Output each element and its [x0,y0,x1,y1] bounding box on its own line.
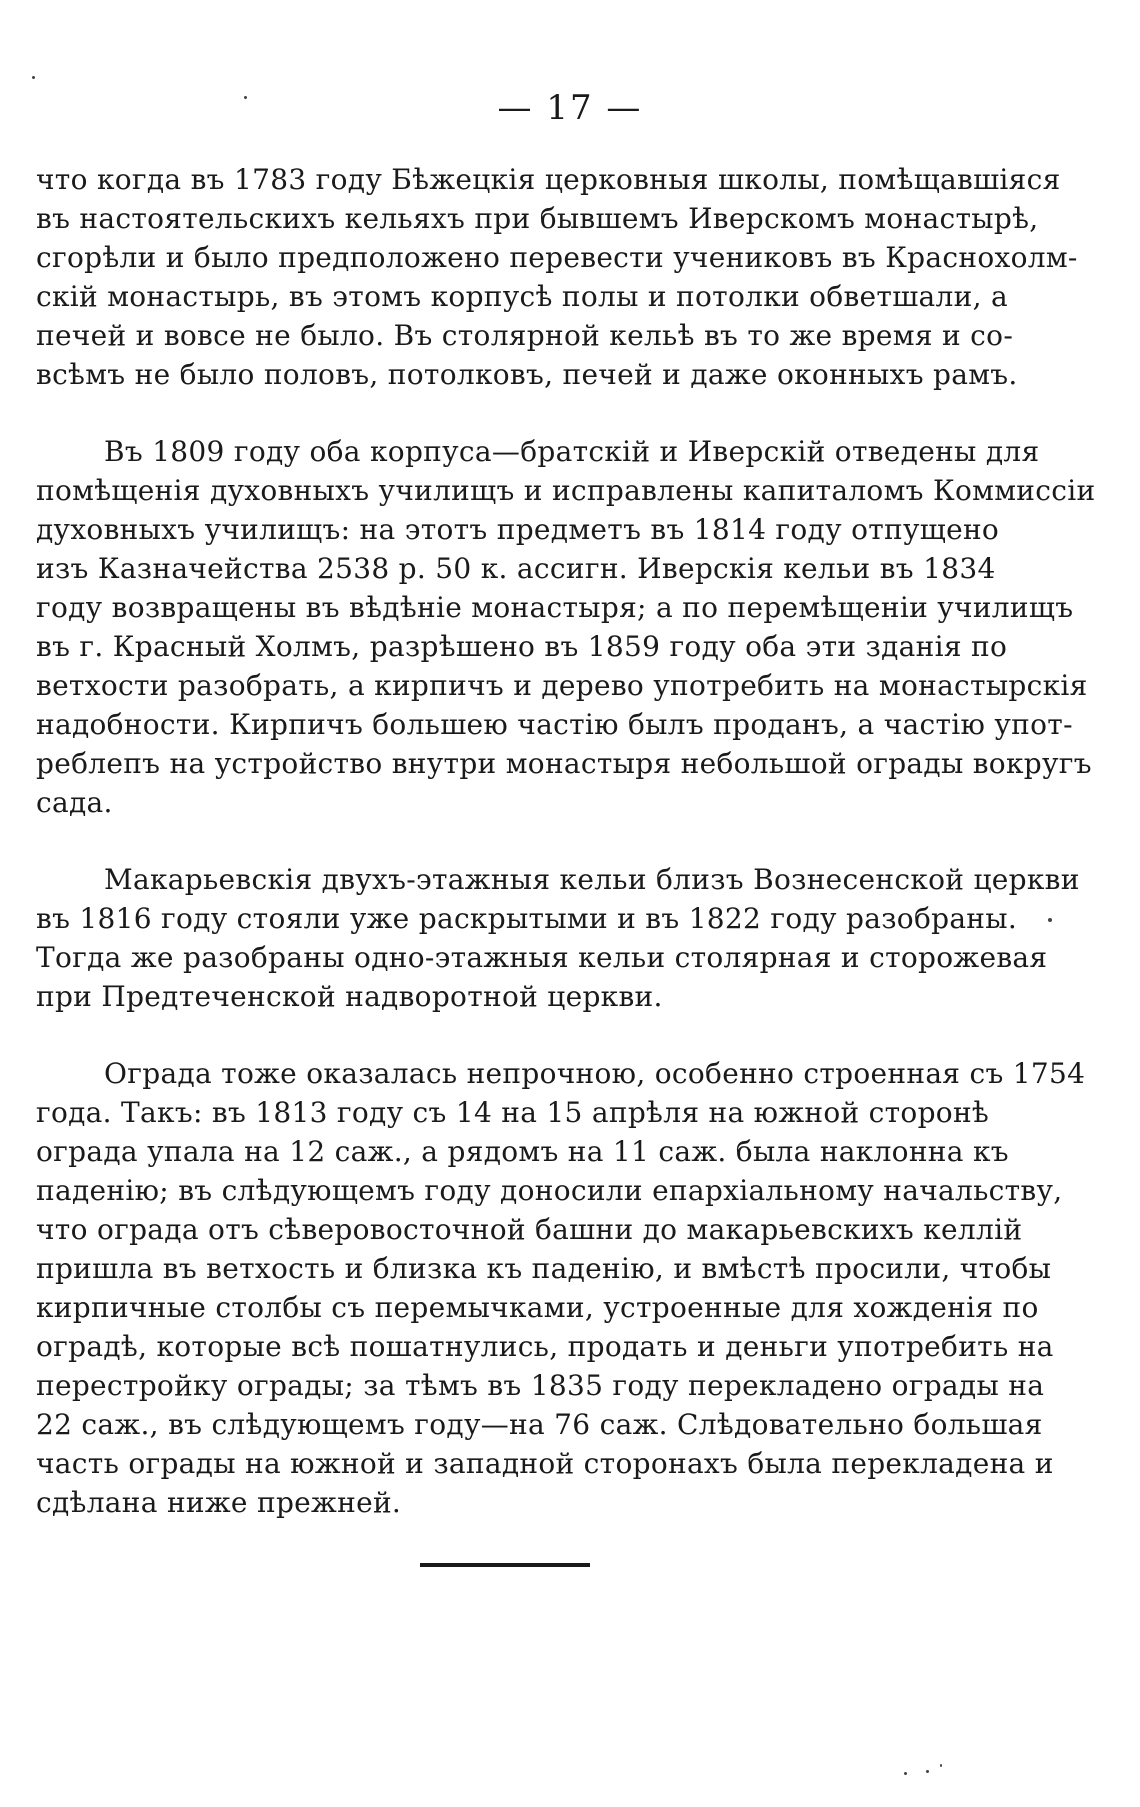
section-end-rule [420,1563,590,1567]
text-line: сада. [36,786,113,819]
text-line: пришла въ ветхость и близка къ паденію, и вмѣстѣ просили, чтобы [36,1252,1052,1285]
print-speck [32,76,35,79]
print-speck [940,1764,942,1767]
print-speck [244,96,247,99]
text-line: Макарьевскія двухъ-этажныя кельи близъ Вознесенской церкви [104,863,1080,896]
paragraph [36,1054,1086,1522]
text-line: году возвращены въ вѣдѣніе монастыря; а по перемѣщеніи училищъ [36,591,1074,624]
text-line: въ 1816 году стояли уже раскрытыми и въ 1822 году разобраны. [36,902,1018,935]
text-line: перестройку ограды; за тѣмъ въ 1835 году перекладено ограды на [36,1369,1045,1402]
text-line: надобности. Кирпичъ большею частію былъ проданъ, а частію упот- [36,708,1073,741]
text-line: духовныхъ училищъ: на этотъ предметъ въ 1814 году отпущено [36,513,1000,546]
paragraph [36,432,1096,822]
text-line: печей и вовсе не было. Въ столярной кельѣ въ то же время и со- [36,319,1014,352]
text-line: въ настоятельскихъ кельяхъ при бывшемъ Иверскомъ монастырѣ, [36,202,1039,235]
text-line: что ограда отъ сѣверовосточной башни до макарьевскихъ келлій [36,1213,1023,1246]
print-speck [926,1770,929,1773]
text-line: Ограда тоже оказалась непрочною, особенно строенная съ 1754 [104,1057,1086,1090]
body-text [36,160,1096,1560]
text-line: при Предтеченской надворотной церкви. [36,980,663,1013]
text-line: года. Такъ: въ 1813 году съ 14 на 15 апрѣля на южной сторонѣ [36,1096,990,1129]
text-line: ограда упала на 12 саж., а рядомъ на 11 саж. была наклонна къ [36,1135,1009,1168]
text-line: сдѣлана ниже прежней. [36,1486,402,1519]
text-line: скій монастырь, въ этомъ корпусѣ полы и потолки обветшали, а [36,280,1008,313]
paragraph [36,160,1078,394]
text-line: изъ Казначейства 2538 р. 50 к. ассигн. Иверскія кельи въ 1834 [36,552,996,585]
paragraph [36,860,1080,1016]
text-line: часть ограды на южной и западной сторонахъ была перекладена и [36,1447,1054,1480]
text-line: паденію; въ слѣдующемъ году доносили епархіальному начальству, [36,1174,1063,1207]
text-line: кирпичные столбы съ перемычками, устроенные для хожденія по [36,1291,1039,1324]
text-line: 22 саж., въ слѣдующемъ году—на 76 саж. Слѣдовательно большая [36,1408,1043,1441]
text-line: помѣщенія духовныхъ училищъ и исправлены капиталомъ Коммиссіи [36,474,1096,507]
text-line: ветхости разобрать, а кирпичъ и дерево употребить на монастырскія [36,669,1088,702]
text-line: реблепъ на устройство внутри монастыря небольшой ограды вокругъ [36,747,1092,780]
print-speck [904,1772,907,1775]
text-line: Въ 1809 году оба корпуса—братскій и Иверскій отведены для [104,435,1040,468]
text-line: въ г. Красный Холмъ, разрѣшено въ 1859 году оба эти зданія по [36,630,1008,663]
text-line: Тогда же разобраны одно-этажныя кельи столярная и сторожевая [36,941,1048,974]
text-line: оградѣ, которые всѣ пошатнулись, продать и деньги употребить на [36,1330,1054,1363]
text-line: что когда въ 1783 году Бѣжецкія церковныя школы, помѣщавшіяся [36,163,1061,196]
print-speck [1048,918,1052,922]
text-line: всѣмъ не было половъ, потолковъ, печей и даже оконныхъ рамъ. [36,358,1018,391]
page-number: — 17 — [497,88,643,128]
text-line: сгорѣли и было предположено перевести учениковъ въ Краснохолм- [36,241,1078,274]
